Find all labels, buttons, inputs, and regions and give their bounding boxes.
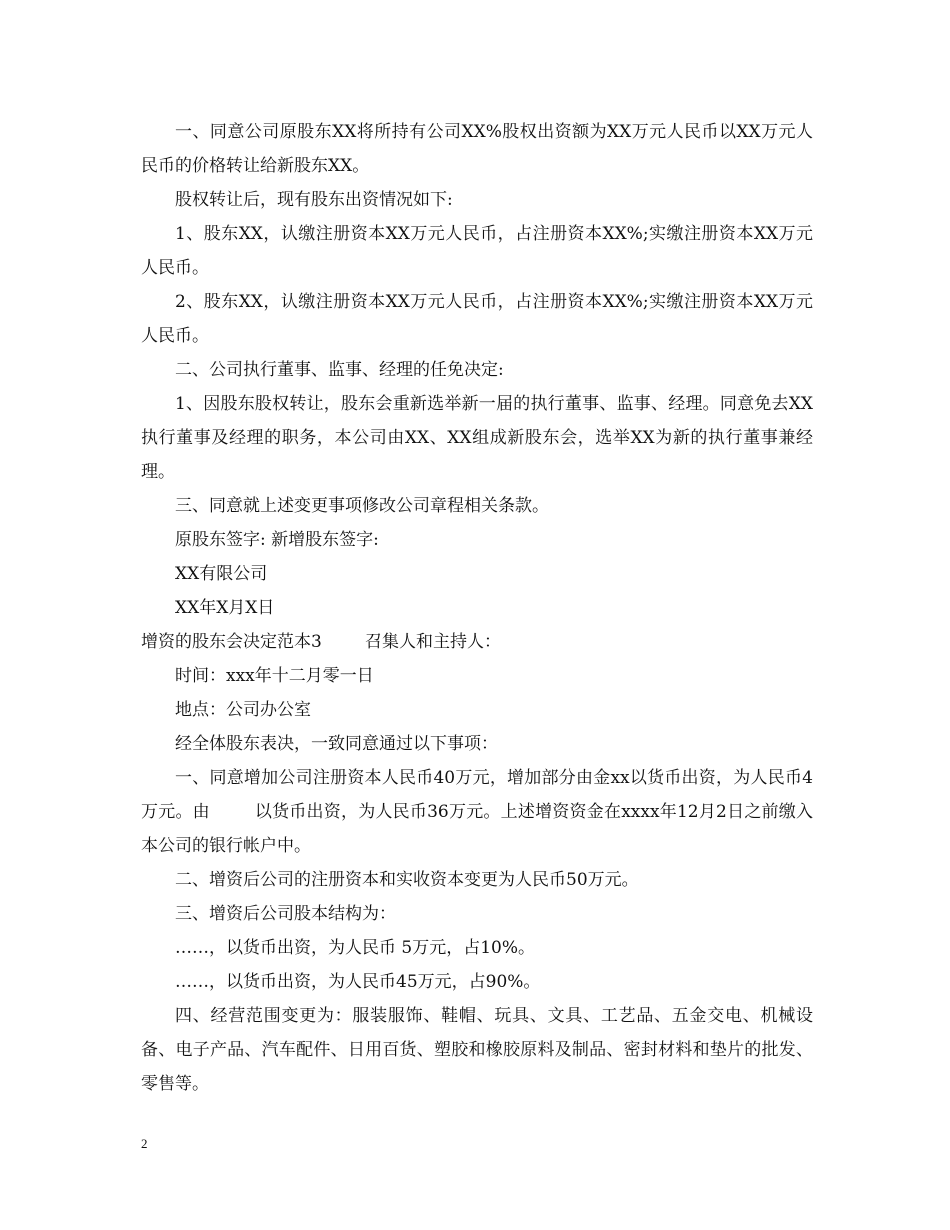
- paragraph: 四、经营范围变更为：服装服饰、鞋帽、玩具、文具、工艺品、五金交电、机械设备、电子产品、汽车配件、日用百货、塑胶和橡胶原料及制品、密封材料和垫片的批发、零售等。: [141, 1006, 813, 1094]
- paragraph: 时间：xxx年十二月零一日: [175, 666, 374, 686]
- paragraph: 股权转让后，现有股东出资情况如下:: [175, 190, 453, 210]
- paragraph: 经全体股东表决，一致同意通过以下事项：: [175, 734, 498, 754]
- paragraph: ……，以货币出资，为人民币45万元，占90%。: [175, 972, 541, 992]
- paragraph: 1、股东XX，认缴注册资本XX万元人民币，占注册资本XX%;实缴注册资本XX万元人民币。: [141, 224, 813, 278]
- page-number: 2: [141, 1136, 148, 1151]
- paragraph: XX有限公司: [175, 564, 268, 584]
- paragraph: 三、增资后公司股本结构为：: [175, 904, 396, 924]
- paragraph: 一、同意增加公司注册资本人民币40万元，增加部分由金xx以货币出资，为人民币4万元。由 以货币出资，为人民币36万元。上述增资资金在xxxx年12月2日之前缴入本公司的银行帐户中。: [141, 768, 813, 856]
- paragraph: 2、股东XX，认缴注册资本XX万元人民币，占注册资本XX%;实缴注册资本XX万元人民币。: [141, 292, 813, 346]
- document-body: [141, 115, 813, 1101]
- paragraph: 1、因股东股权转让，股东会重新选举新一届的执行董事、监事、经理。同意免去XX执行董事及经理的职务，本公司由XX、XX组成新股东会，选举XX为新的执行董事兼经理。: [141, 394, 813, 482]
- paragraph: 一、同意公司原股东XX将所持有公司XX%股权出资额为XX万元人民币以XX万元人民币的价格转让给新股东XX。: [141, 122, 813, 176]
- paragraph: 二、增资后公司的注册资本和实收资本变更为人民币50万元。: [175, 870, 639, 890]
- paragraph: XX年X月X日: [175, 598, 275, 618]
- paragraph: 原股东签字: 新增股东签字:: [175, 530, 379, 550]
- paragraph: 三、同意就上述变更事项修改公司章程相关条款。: [175, 496, 549, 516]
- paragraph: 二、公司执行董事、监事、经理的任免决定:: [175, 360, 504, 380]
- paragraph: 增资的股东会决定范本3 召集人和主持人：: [141, 632, 502, 652]
- paragraph: 地点：公司办公室: [175, 700, 311, 720]
- paragraph: ……，以货币出资，为人民币 5万元，占10%。: [175, 938, 536, 958]
